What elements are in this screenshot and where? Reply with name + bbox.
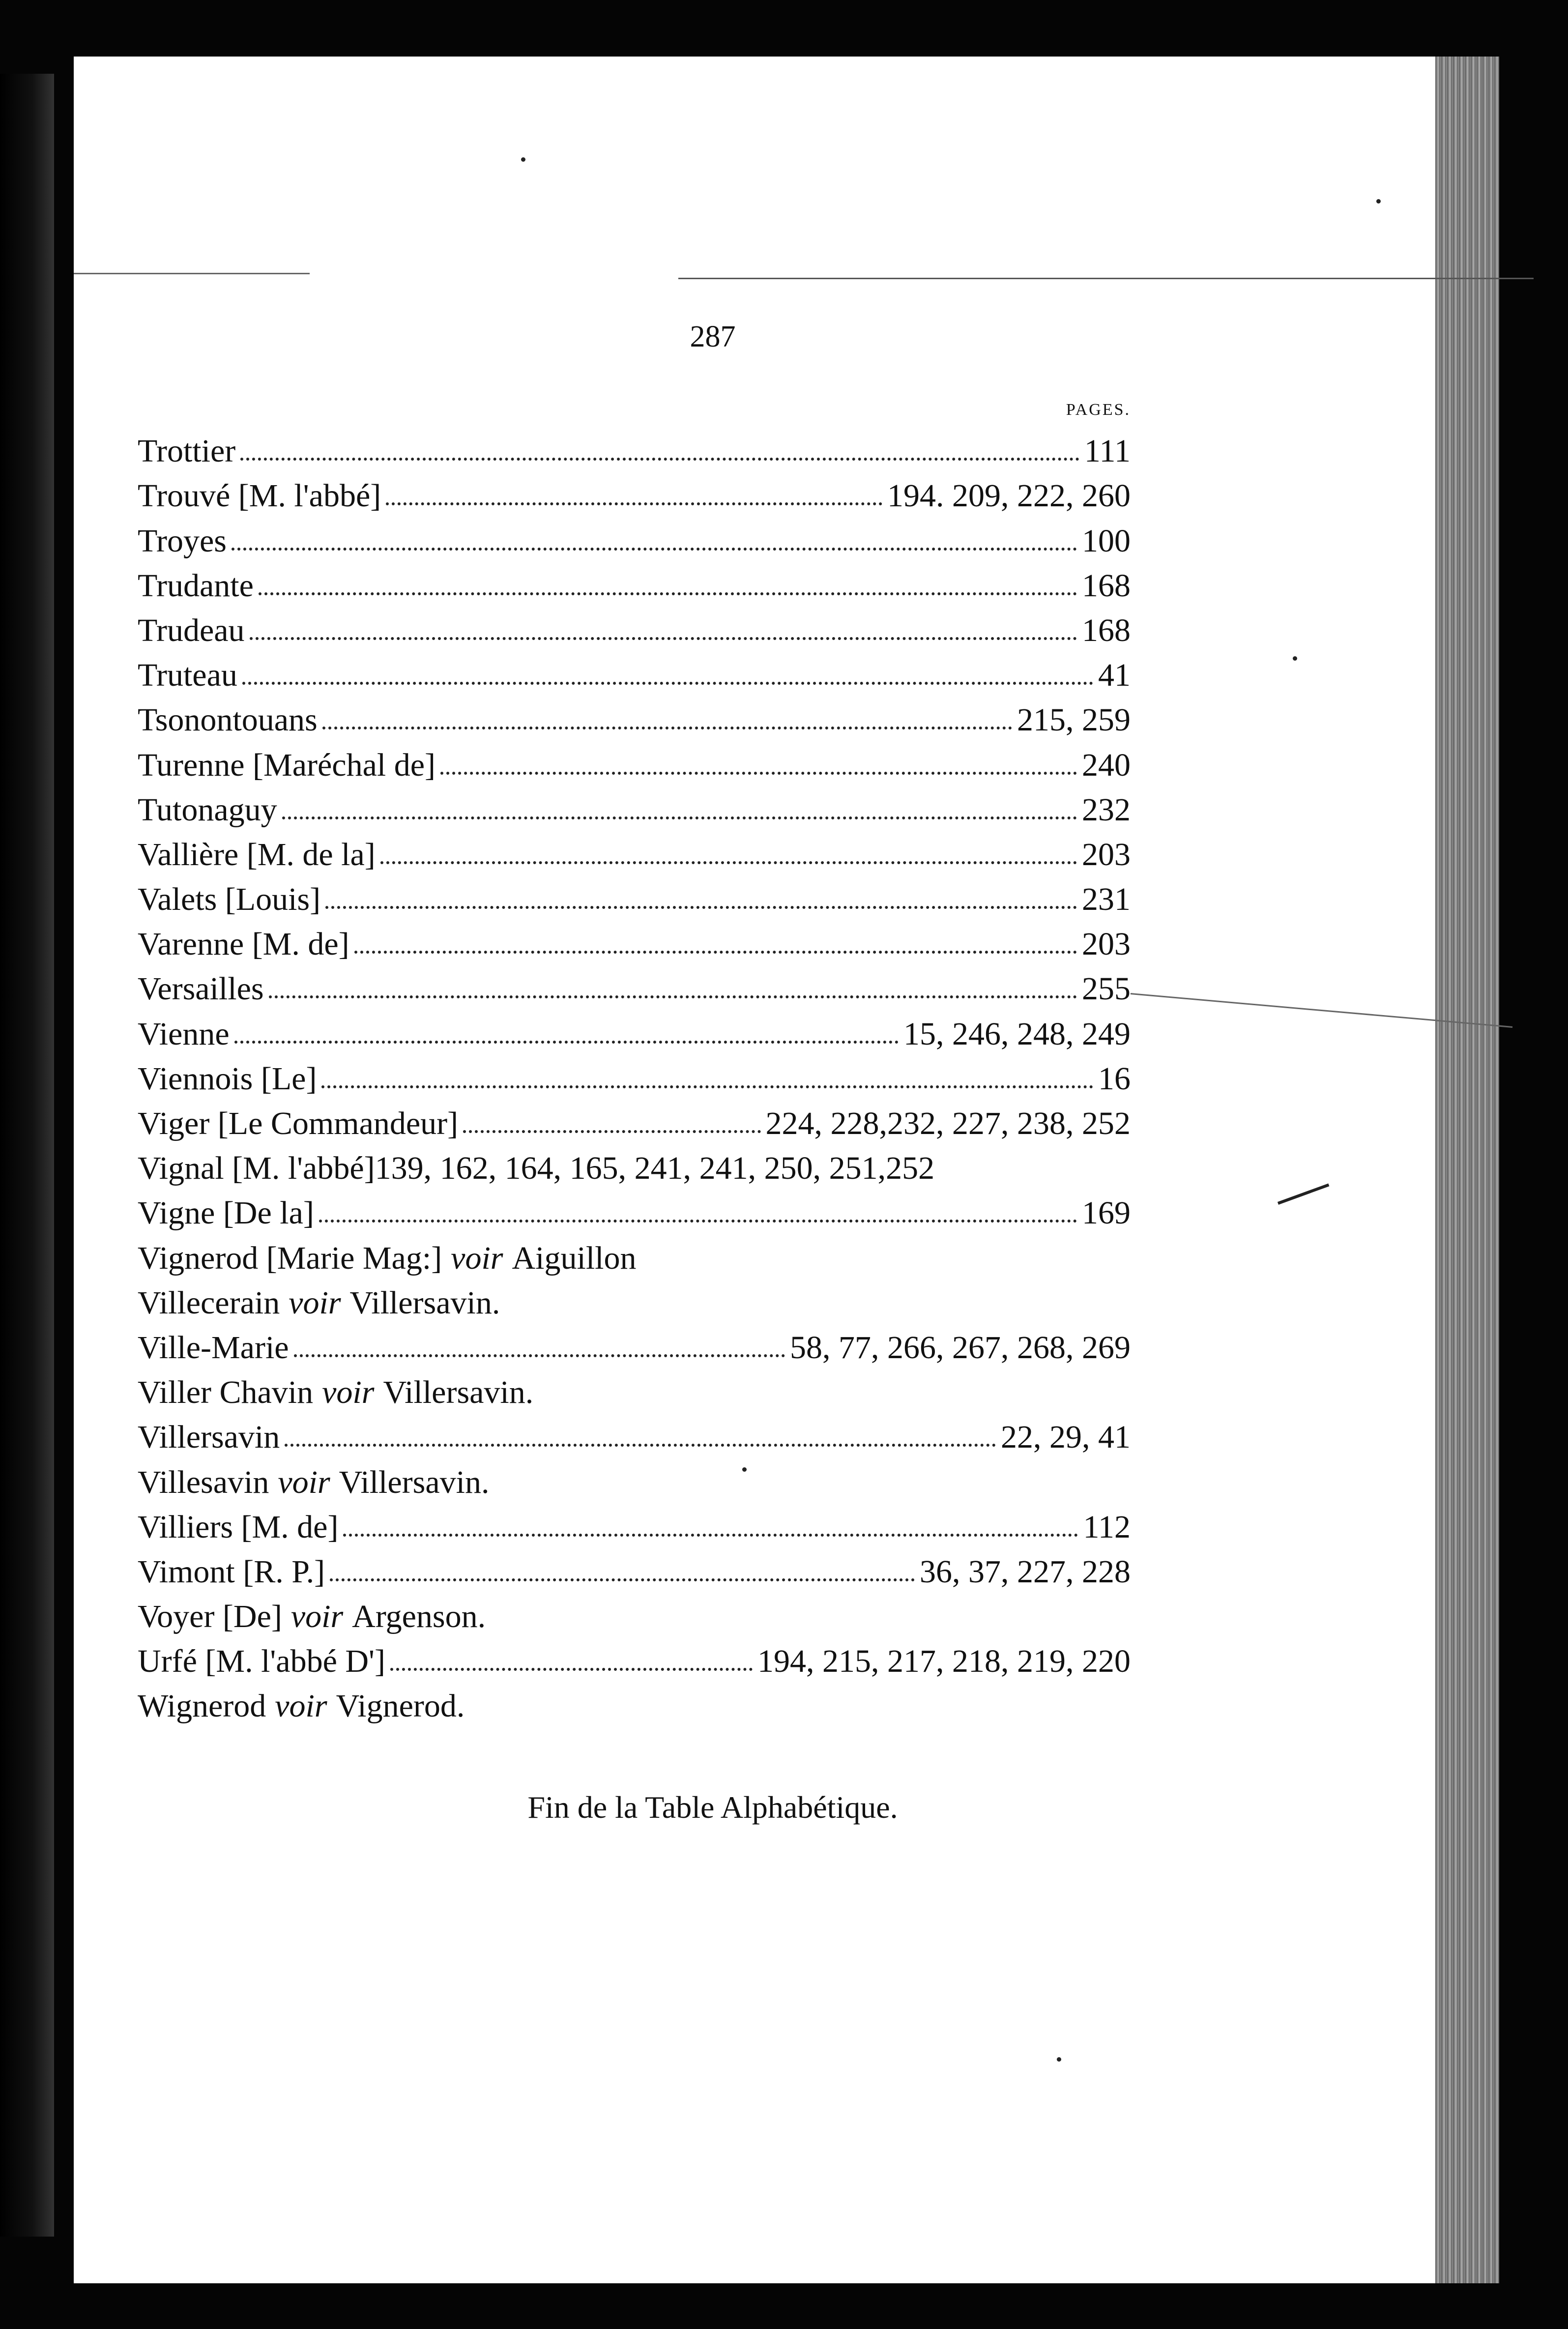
dot-leader [234,1041,899,1044]
dot-leader [325,906,1077,909]
page-number: 287 [690,320,736,353]
dot-leader [250,637,1077,640]
entry-name: Villesavin [138,1464,269,1500]
dot-leader [259,592,1077,595]
entry-name: Varenne [M. de] [138,926,349,962]
entry-pages: 203 [1082,836,1131,873]
entry-name: Viennois [Le] [138,1060,317,1097]
entry-pages: 36, 37, 227, 228 [920,1553,1131,1590]
index-entry [138,1050,1131,1095]
entry-name: Versailles [138,971,264,1007]
entry-name: Vignerod [Marie Mag:] [138,1240,442,1276]
dot-leader [390,1668,753,1671]
ink-speck [1376,199,1381,204]
index-entry [138,1499,1131,1543]
entry-name: Wignerod [138,1688,266,1724]
entry-pages: 58, 77, 266, 267, 268, 269 [790,1329,1131,1366]
entry-pages: 255 [1082,971,1131,1007]
entry-name: Vigne [De la] [138,1195,314,1231]
see-reference-target: Argenson. [352,1599,486,1635]
index-entry [138,512,1131,557]
dot-leader [242,682,1093,685]
index-entry [138,1633,1131,1678]
entry-name: Viger [Le Commandeur] [138,1106,459,1141]
index-entry [138,1095,1131,1140]
index-entry [138,1543,1131,1588]
dot-leader [282,816,1077,819]
entry-pages: 16 [1098,1060,1131,1097]
dot-leader [354,951,1077,954]
entry-name: Valets [Louis] [138,881,321,918]
entry-name: Villiers [M. de] [138,1509,339,1545]
entry-name: Vignal [M. l'abbé]139, 162, 164, 165, 241, 241, 250, 251,252 [138,1150,935,1187]
ink-speck [1293,656,1297,661]
entry-name: Tsonontouans [138,702,318,738]
dot-leader [321,1085,1093,1088]
see-reference-target: Villersavin. [339,1464,490,1500]
entry-name: Trudeau [138,612,245,648]
index-entry [138,1140,1131,1185]
index-entry [138,1275,1131,1319]
page-edge-texture [1435,57,1499,2283]
see-reference-word: voir [322,1374,375,1411]
entry-pages: 22, 29, 41 [1001,1419,1131,1456]
entry-name: Voyer [De] [138,1599,282,1635]
index-entry [138,1229,1131,1274]
entry-pages: 41 [1098,657,1131,694]
dot-leader [269,995,1077,998]
see-reference-word: voir [278,1464,330,1500]
index-entry [138,1409,1131,1454]
index-entry [138,1005,1131,1050]
see-reference-target: Aiguillon [512,1240,637,1276]
index-entry [138,916,1131,961]
entry-name: Villecerain [138,1284,280,1321]
top-rule-right [678,278,1534,279]
entry-name: Troyes [138,523,227,559]
see-reference-target: Vignerod. [336,1688,465,1724]
pages-column-header: PAGES. [1066,401,1131,419]
entry-name: Trouvé [M. l'abbé] [138,478,381,514]
index-entry [138,782,1131,826]
book-binding-shadow [0,74,54,2237]
index-entry [138,647,1131,692]
index-entry [138,871,1131,916]
top-rule-left [74,273,310,274]
index-entry [138,1678,1131,1722]
index-entry [138,557,1131,602]
ink-speck [521,157,525,162]
pencil-mark [1278,1184,1329,1205]
see-reference-target: Villersavin. [349,1284,500,1321]
ink-speck [1057,2057,1061,2062]
entry-name: Vallière [M. de la] [138,836,376,873]
entry-pages: 194. 209, 222, 260 [887,478,1131,514]
index-entry [138,602,1131,647]
entry-name: Trudante [138,567,254,604]
alphabetical-index [138,423,1131,1722]
entry-pages: 100 [1082,523,1131,559]
see-reference-word: voir [275,1688,327,1724]
dot-leader [463,1130,760,1133]
entry-pages: 240 [1082,747,1131,783]
entry-name: Viller Chavin [138,1374,314,1411]
index-entry [138,1319,1131,1364]
entry-pages: 111 [1084,433,1131,469]
entry-name: Tutonaguy [138,791,277,828]
index-entry [138,423,1131,467]
dot-leader [380,861,1077,864]
dot-leader [240,458,1079,461]
entry-name: Ville-Marie [138,1329,289,1366]
index-entry [138,961,1131,1005]
entry-pages: 168 [1082,567,1131,604]
entry-pages: 15, 246, 248, 249 [903,1016,1131,1052]
see-reference-target: Villersavin. [383,1374,534,1411]
dot-leader [232,548,1077,551]
see-reference-word: voir [451,1240,503,1276]
index-entry [138,1454,1131,1498]
dot-leader [440,772,1077,775]
entry-name: Trottier [138,433,236,469]
entry-name: Vienne [138,1016,230,1052]
index-entry [138,736,1131,781]
see-reference-word: voir [289,1284,341,1321]
dot-leader [319,1220,1077,1223]
entry-pages: 215, 259 [1017,702,1131,738]
entry-name: Villersavin [138,1419,280,1456]
entry-name: Turenne [Maréchal de] [138,747,436,783]
dot-leader [294,1354,785,1357]
see-reference-word: voir [290,1599,344,1635]
entry-pages: 112 [1083,1509,1131,1545]
entry-pages: 194, 215, 217, 218, 219, 220 [757,1643,1131,1680]
entry-name: Truteau [138,657,237,694]
index-entry [138,1364,1131,1409]
index-entry [138,692,1131,736]
dot-leader [322,727,1012,729]
entry-pages: 231 [1082,881,1131,918]
index-entry [138,826,1131,871]
dot-leader [386,502,882,505]
entry-pages: 232 [1082,791,1131,828]
dot-leader [330,1578,915,1581]
entry-pages: 169 [1082,1195,1131,1231]
index-entry [138,1185,1131,1229]
entry-pages: 203 [1082,926,1131,962]
dot-leader [285,1444,996,1447]
entry-name: Vimont [R. P.] [138,1553,325,1590]
dot-leader [343,1534,1078,1537]
entry-name: Urfé [M. l'abbé D'] [138,1643,385,1680]
entry-pages: 168 [1082,612,1131,648]
index-entry [138,1588,1131,1633]
end-of-index-note: Fin de la Table Alphabétique. [527,1790,898,1825]
index-entry [138,467,1131,512]
entry-pages: 224, 228,232, 227, 238, 252 [765,1106,1131,1141]
